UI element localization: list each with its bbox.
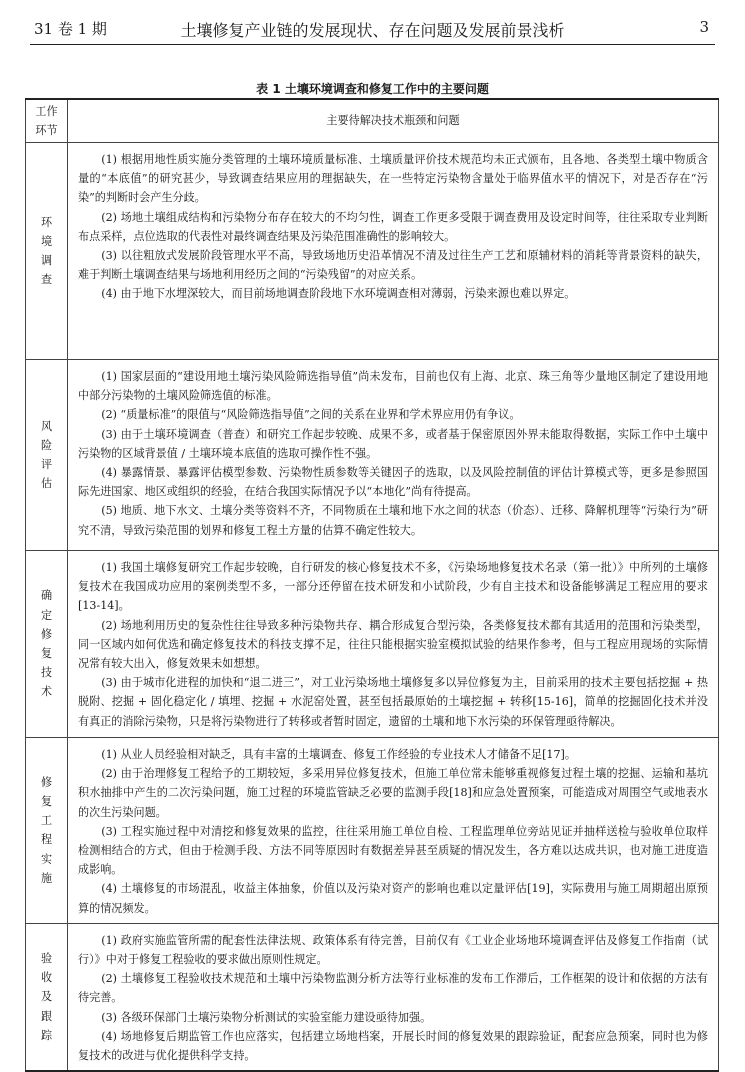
table-row-environment-survey [26, 143, 719, 360]
issue-item: (4) 场地修复后期监管工作也应落实，包括建立场地档案，开展长时间的修复效果的跟踪验证，配套应急预案，同时也为修复技术的改进与优化提供科学支持。 [78, 1029, 708, 1063]
header-stage: 工作环节 [26, 99, 68, 143]
stage-cell: 验收及跟踪 [26, 923, 68, 1071]
issue-item: (1) 根据用地性质实施分类管理的土壤环境质量标准、土壤质量评价技术规范均未正式颁布，且各地、各类型土壤中物质含量的“本底值”的研究甚少，导致调查结果应用的理据缺失，在一些特定污染物含量处于临界值水平的情况下，对是否存在“污染”的判断时会产生分歧。 [78, 153, 708, 205]
issues-cell [68, 923, 719, 1071]
issue-item: (4) 暴露情景、暴露评估模型参数、污染物性质参数等关键因子的选取，以及风险控制值的评估计算模式等，更多是参照国际先进国家、地区或组织的经验，在结合我国实际情况予以“本地化”尚有待提高。 [78, 466, 708, 499]
issue-item: (3) 由于土壤环境调查（普查）和研究工作起步较晚、成果不多，或者基于保密原因外界未能取得数据，实际工作中土壤中污染物的区域背景值 / 土壤环境本底值的选取可操作性不强。 [78, 427, 708, 460]
issues-cell [68, 360, 719, 551]
issue-item: (2) 由于治理修复工程给予的工期较短，多采用异位修复技术，但施工单位常未能够重视修复过程土壤的挖掘、运输和基坑积水抽排中产生的二次污染问题，施工过程的环境监管缺乏必要的监测手段[18]和应急处置预案，可能造成对周围空气或地表水的次生污染问题。 [78, 767, 708, 819]
header-issues: 主要待解决技术瓶颈和问题 [68, 99, 719, 143]
article-title: 土壤修复产业链的发展现状、存在问题及发展前景浅析 [180, 21, 565, 40]
journal-volume: 31 卷 1 期 [34, 20, 107, 38]
issues-cell [68, 551, 719, 738]
issue-item: (3) 各级环保部门土壤污染物分析测试的实验室能力建设亟待加强。 [101, 1010, 432, 1024]
problems-table [25, 98, 719, 1072]
running-header [30, 14, 715, 45]
issue-item: (3) 由于城市化进程的加快和“退二进三”，对工业污染场地土壤修复多以异位修复为主，目前采用的技术主要包括挖掘 + 热脱附、挖掘 + 固化稳定化 / 填埋、挖掘 + 水泥窑处置，甚至包括最原始的土壤挖掘 + 转移[15-16]，简单的挖掘固化技术并没有真正的消除污染物，只是将污染物进行了转移或者暂时固定，遗留的土壤和地下水污染的环保管理亟待解决。 [78, 676, 708, 728]
issue-item: (3) 工程实施过程中对清挖和修复效果的监控，往往采用施工单位自检、工程监理单位旁站见证并抽样送检与验收单位取样检测相结合的方式，但由于检测手段、方法不同等原因时有数据差异甚至质疑的情况发生，各方难以达成共识，也对施工进度造成影响。 [78, 824, 708, 877]
issue-item: (1) 从业人员经验相对缺乏，具有丰富的土壤调查、修复工作经验的专业技术人才储备不足[17]。 [101, 748, 576, 761]
issue-item: (1) 政府实施监管所需的配套性法律法规、政策体系有待完善，目前仅有《工业企业场地环境调查评估及修复工作指南（试行）》中对于修复工程验收的要求做出原则性规定。 [78, 933, 708, 967]
table-caption: 表 1 土壤环境调查和修复工作中的主要问题 [256, 82, 489, 96]
issue-item: (4) 土壤修复的市场混乱，收益主体抽象，价值以及污染对资产的影响也难以定量评估[19]，实际费用与施工周期超出原预算的情况频发。 [78, 882, 708, 915]
issue-item: (2) 场地土壤组成结构和污染物分布存在较大的不均匀性，调查工作更多受限于调查费用及设定时间等，往往采取专业判断布点采样，点位选取的代表性对最终调查结果及污染范围准确性的影响较大。 [78, 210, 708, 243]
issues-cell [68, 143, 719, 360]
stage-cell: 确定修复技术 [26, 551, 68, 738]
issue-item: (2) “质量标准”的限值与“风险筛选指导值”之间的关系在业界和学术界应用仍有争议。 [101, 408, 521, 422]
page-number: 3 [699, 18, 709, 36]
issue-item: (5) 地质、地下水文、土壤分类等资料不齐，不同物质在土壤和地下水之间的状态（价态）、迁移、降解机理等“污染行为”研究不清，导致污染范围的划界和修复工程土方量的估算不确定性较大。 [78, 504, 708, 537]
issue-item: (3) 以往粗放式发展阶段管理水平不高，导致场地历史沿革情况不清及过往生产工艺和原辅材料的消耗等背景资料的缺失，难于判断土壤调查结果与场地利用经历之间的“污染残留”的对应关系。 [78, 249, 708, 282]
issue-item: (4) 由于地下水埋深较大，而目前场地调查阶段地下水环境调查相对薄弱，污染来源也难以界定。 [101, 287, 576, 301]
table-row-acceptance-tracking [26, 923, 719, 1071]
issues-cell [68, 738, 719, 924]
stage-cell: 环境调查 [26, 143, 68, 360]
issue-item: (2) 场地利用历史的复杂性往往导致多种污染物共存、耦合形成复合型污染，各类修复技术都有其适用的范围和污染类型，同一区域内如何优选和确定修复技术的科技支撑不足，往往只能根据实验室模拟试验的结果作参考，但与工程应用现场的实际情况常有较大出入，修复效果未如想想。 [78, 618, 708, 671]
table-row-remediation-technology [26, 551, 719, 738]
issue-item: (2) 土壤修复工程验收技术规范和土壤中污染物监测分析方法等行业标准的发布工作滞后，工作框架的设计和依据的方法有待完善。 [78, 972, 708, 1005]
table-row-project-implementation [26, 738, 719, 924]
issue-item: (1) 国家层面的“建设用地土壤污染风险筛选指导值”尚未发布，目前也仅有上海、北京、珠三角等少量地区制定了建设用地中部分污染物的土壤风险筛选值的标准。 [78, 370, 708, 403]
stage-cell: 风险评估 [26, 360, 68, 551]
stage-cell: 修复工程实施 [26, 738, 68, 924]
table-row-risk-assessment [26, 360, 719, 551]
table-header-row [26, 99, 719, 143]
issue-item: (1) 我国土壤修复研究工作起步较晚，自行研发的核心修复技术不多，《污染场地修复技术名录（第一批）》中所列的土壤修复技术在我国成功应用的案例类型不多，一部分还停留在技术研发和小试阶段，少有自主技术和设备能够满足工程应用的要求[13-14]。 [78, 561, 708, 613]
